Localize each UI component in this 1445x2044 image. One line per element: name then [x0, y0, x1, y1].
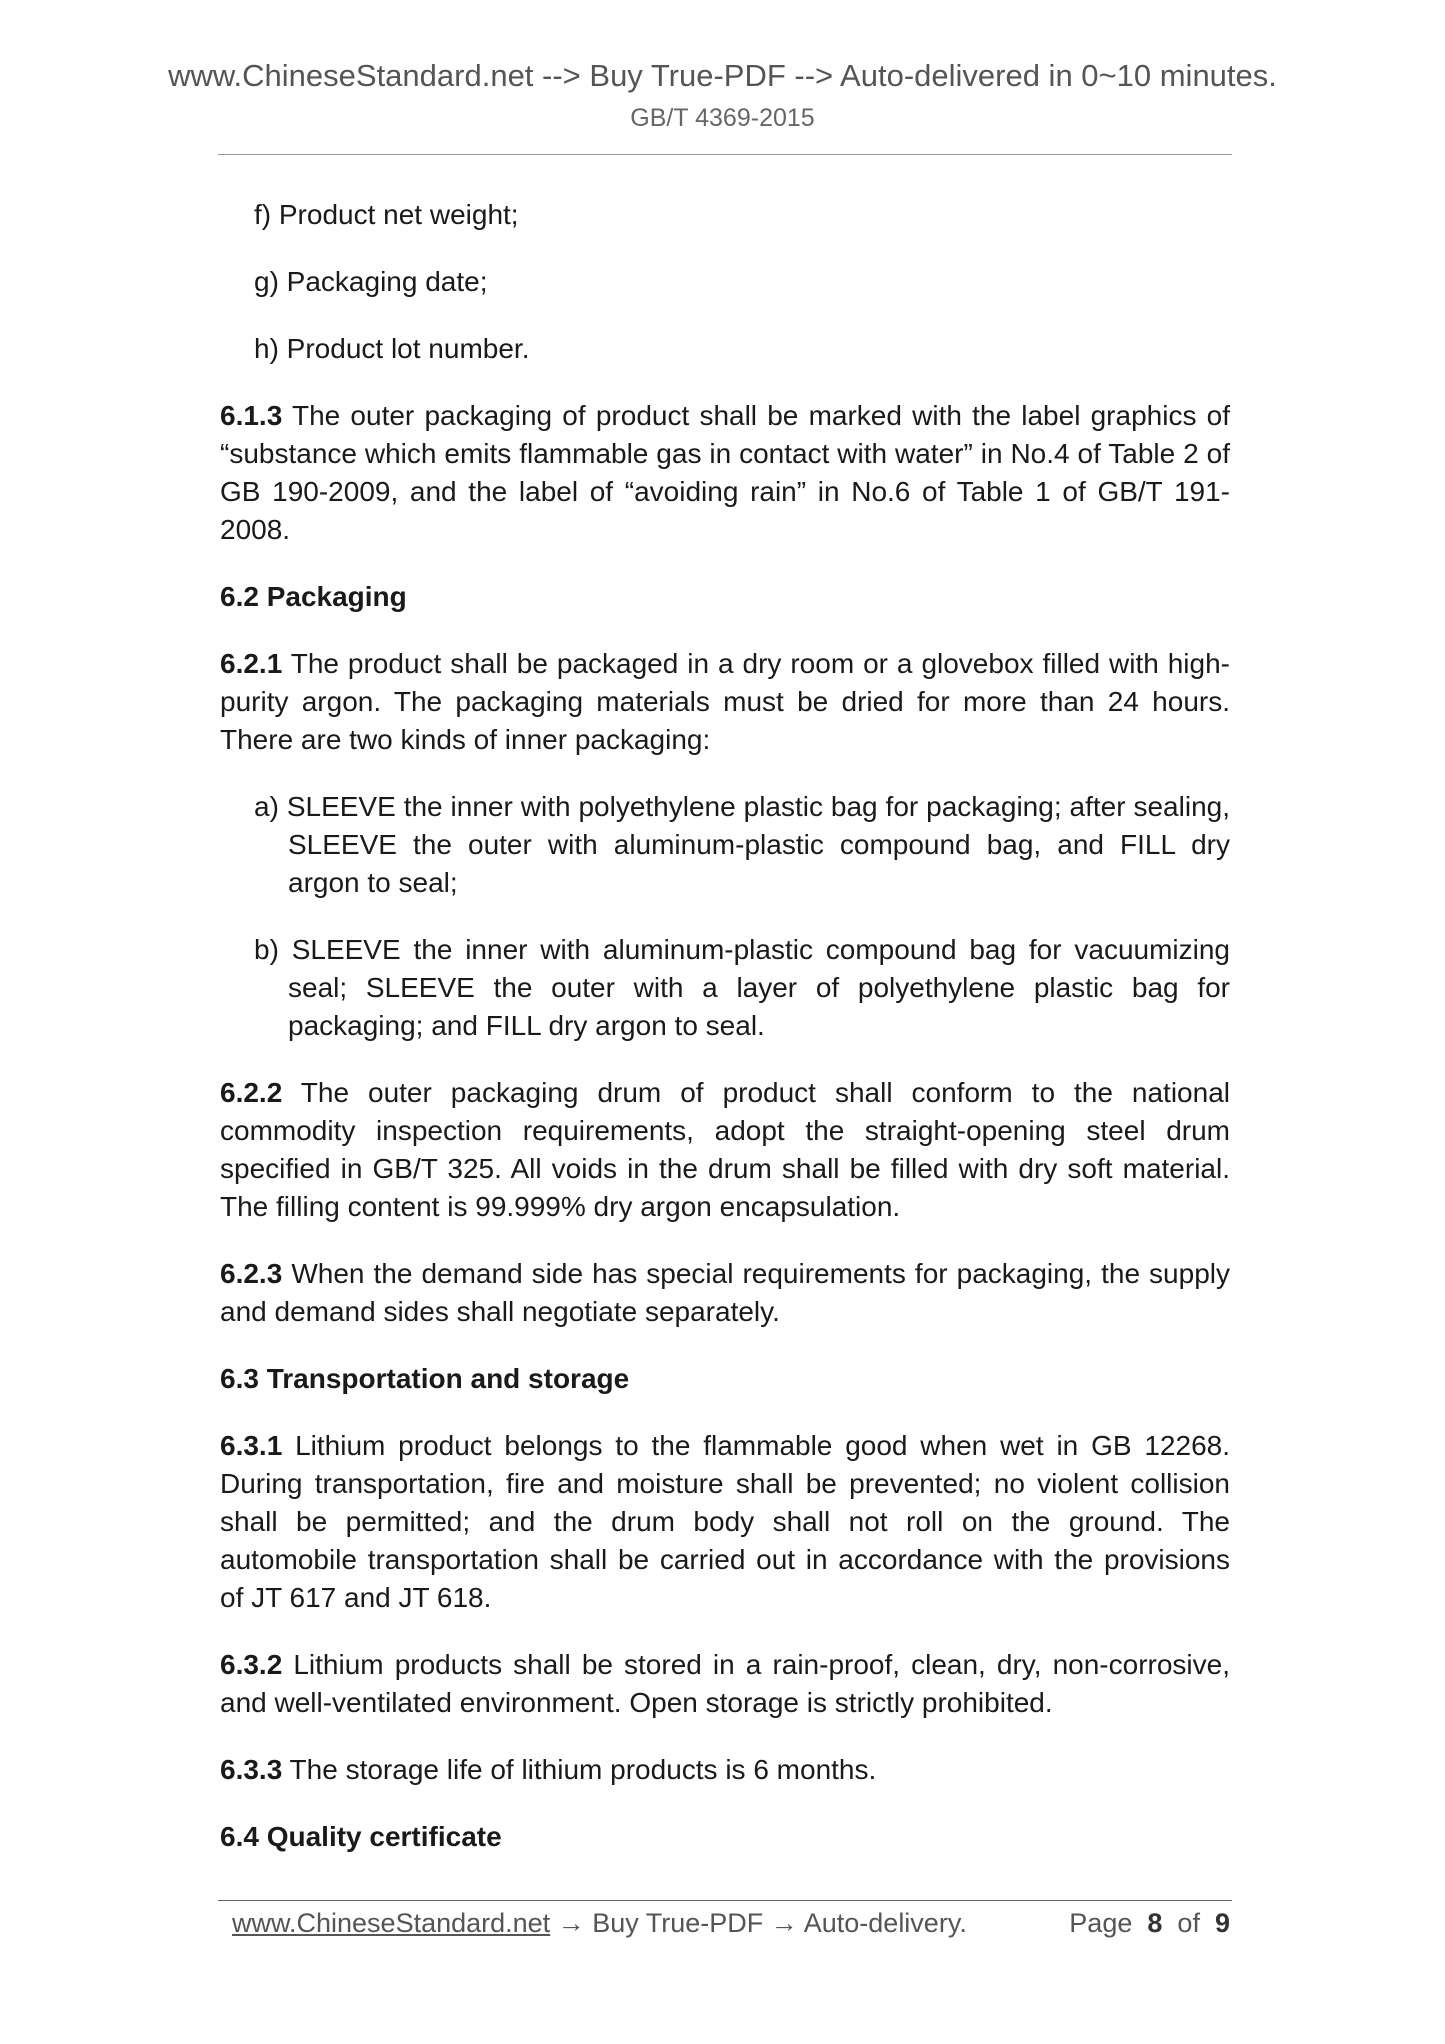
clause-text: When the demand side has special requirements for packaging, the supply and demand sides shall negotiate separately.: [220, 1258, 1230, 1327]
document-body: [220, 196, 1230, 1885]
page-indicator: Page 8 of 9: [1069, 1908, 1230, 1938]
clause-text: The storage life of lithium products is 6 months.: [282, 1754, 877, 1785]
clause-text: Lithium products shall be stored in a rain-proof, clean, dry, non-corrosive, and well-ventilated environment. Open storage is strictly prohibited.: [220, 1649, 1230, 1718]
page-total: 9: [1214, 1908, 1230, 1938]
paragraph-6-3-2: [220, 1646, 1230, 1722]
header-banner: www.ChineseStandard.net --> Buy True-PDF --> Auto-delivered in 0~10 minutes.: [168, 58, 1277, 93]
section-heading-6-2: 6.2 Packaging: [220, 581, 407, 612]
paragraph-6-2-1: [220, 645, 1230, 759]
list-item: a) SLEEVE the inner with polyethylene plastic bag for packaging; after sealing, SLEEVE the outer with aluminum-plastic compound bag, and FILL dry argon to seal;: [254, 791, 1230, 898]
clause-number: 6.3.1: [220, 1430, 283, 1461]
footer-divider: [218, 1900, 1232, 1901]
clause-text: The outer packaging drum of product shall conform to the national commodity inspection requirements, adopt the straight-opening steel drum specified in GB/T 325. All voids in the drum shall be filled with dry soft material. The filling content is 99.999% dry argon encapsulation.: [220, 1077, 1230, 1222]
paragraph-6-1-3: [220, 397, 1230, 549]
footer-tagline: → Buy True-PDF → Auto-delivery.: [550, 1908, 967, 1938]
page-footer: [232, 1908, 1230, 1939]
clause-text: Lithium product belongs to the flammable good when wet in GB 12268. During transportation, fire and moisture shall be prevented; no violent collision shall be permitted; and the drum body shall not roll on the ground. The automobile transportation shall be carried out in accordance with the provisions of JT 617 and JT 618.: [220, 1430, 1230, 1613]
list-item: b) SLEEVE the inner with aluminum-plastic compound bag for vacuumizing seal; SLEEVE the outer with a layer of polyethylene plastic bag for packaging; and FILL dry argon to seal.: [254, 934, 1230, 1041]
clause-number: 6.3.3: [220, 1754, 283, 1785]
paragraph-6-3-3: [220, 1751, 1230, 1789]
section-heading-6-4: 6.4 Quality certificate: [220, 1821, 502, 1852]
clause-number: 6.3.2: [220, 1649, 283, 1680]
list-item: g) Packaging date;: [254, 266, 488, 297]
paragraph-6-2-3: [220, 1255, 1230, 1331]
paragraph-6-2-2: [220, 1074, 1230, 1226]
standard-code: GB/T 4369-2015: [630, 104, 815, 132]
footer-site-link[interactable]: www.ChineseStandard.net: [232, 1908, 551, 1938]
clause-text: The outer packaging of product shall be marked with the label graphics of “substance which emits flammable gas in contact with water” in No.4 of Table 2 of GB 190-2009, and the label of “avoiding rain” in No.6 of Table 1 of GB/T 191-2008.: [220, 400, 1230, 545]
paragraph-6-3-1: [220, 1427, 1230, 1617]
section-heading-6-3: 6.3 Transportation and storage: [220, 1363, 630, 1394]
clause-text: The product shall be packaged in a dry room or a glovebox filled with high-purity argon. The packaging materials must be dried for more than 24 hours. There are two kinds of inner packaging:: [220, 648, 1230, 755]
page-number: 8: [1147, 1908, 1163, 1938]
clause-number: 6.1.3: [220, 400, 283, 431]
header-divider: [218, 154, 1232, 155]
clause-number: 6.2.2: [220, 1077, 283, 1108]
clause-number: 6.2.3: [220, 1258, 283, 1289]
list-item: f) Product net weight;: [254, 199, 519, 230]
list-item: h) Product lot number.: [254, 333, 530, 364]
clause-number: 6.2.1: [220, 648, 283, 679]
